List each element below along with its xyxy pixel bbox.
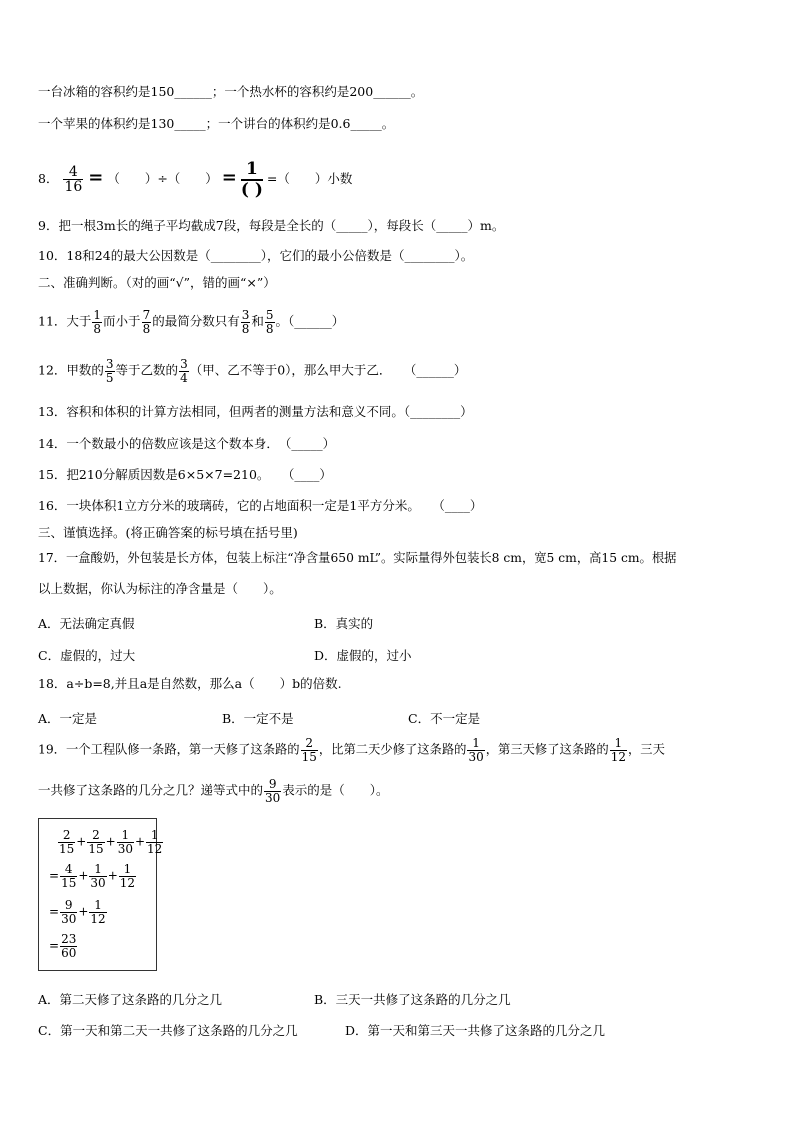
calc-frac (117, 829, 134, 855)
q12-text-2: 等于乙数的 (115, 362, 179, 378)
calc-frac (58, 829, 75, 855)
q8-fraction (63, 165, 83, 195)
plus-sign: + (134, 834, 146, 849)
plus-sign: + (76, 834, 87, 849)
question-8 (38, 160, 352, 199)
calc-frac (60, 933, 77, 959)
fill-in-line-volume-1: 一台冰箱的容积约是150______；一个热水杯的容积约是200______。 (38, 84, 424, 99)
calc-den: 15 (88, 841, 104, 856)
calc-frac (146, 829, 163, 855)
calc-frac (87, 829, 104, 855)
q11-frac-4 (265, 309, 275, 335)
calc-den: 30 (61, 911, 77, 926)
q17-option-b[interactable]: B．真实的 (314, 616, 374, 631)
q11-f2-den: 8 (142, 321, 151, 336)
plus-sign: + (78, 904, 89, 919)
q19-f3-den: 12 (610, 749, 626, 764)
q11-text: 11．大于 (38, 313, 92, 329)
q11-f1-num: 1 (93, 308, 102, 322)
question-19-line-2 (38, 778, 389, 804)
calc-den: 12 (147, 841, 163, 856)
q11-tail: 。（______） (275, 313, 345, 329)
q11-frac-3 (241, 309, 251, 335)
question-17-line-1: 17．一盒酸奶，外包装是长方体，包装上标注“净含量650 mL”。实际量得外包装长8 cm，宽5 cm，高15 cm。根据 (38, 551, 677, 565)
q8-unit-fraction (241, 160, 263, 199)
calc-num: 4 (60, 863, 77, 877)
q19-f4-num: 9 (264, 778, 281, 792)
calc-frac (119, 863, 136, 889)
plus-sign: + (78, 868, 89, 883)
calc-frac (60, 899, 77, 925)
question-14: 14．一个数最小的倍数应该是这个数本身． （_____） (38, 436, 336, 451)
q8-tail: =（ ）小数 (266, 171, 353, 187)
calc-num: 1 (119, 863, 136, 877)
plus-sign: + (107, 868, 118, 883)
q19-option-d[interactable]: D．第一天和第三天一共修了这条路的几分之几 (345, 1023, 606, 1038)
q11-f4-num: 5 (265, 308, 274, 322)
calc-row-4 (49, 933, 78, 959)
q12-f1-num: 3 (105, 357, 114, 371)
q11-frac-1 (92, 309, 102, 335)
plus-sign: + (105, 834, 116, 849)
q8-unit-denominator: ( ) (240, 179, 263, 200)
q19-option-b[interactable]: B．三天一共修了这条路的几分之几 (314, 992, 511, 1007)
calc-num: 1 (89, 899, 106, 913)
calc-den: 15 (61, 875, 77, 890)
question-9: 9．把一根3m长的绳子平均截成7段，每段是全长的（_____），每段长（_____）m。 (38, 218, 505, 233)
calc-den: 60 (61, 945, 77, 960)
calc-num: 9 (60, 899, 77, 913)
calc-frac (89, 899, 106, 925)
q11-f4-den: 8 (265, 321, 274, 336)
q8-equals: = (88, 167, 104, 189)
q19-tail: ，三天 (628, 742, 665, 757)
q18-option-b[interactable]: B．一定不是 (222, 711, 294, 726)
calc-den: 12 (119, 875, 136, 890)
question-18: 18．a÷b=8,并且a是自然数，那么a（ ）b的倍数. (38, 676, 342, 691)
q19-line2-tail: 表示的是（ ）。 (282, 782, 389, 798)
q8-frac-numerator: 4 (63, 165, 83, 181)
calc-num: 1 (89, 863, 106, 877)
q19-text-3: ，第三天修了这条路的 (485, 742, 609, 757)
q8-unit-numerator: 1 (241, 160, 263, 181)
q19-frac-4 (264, 778, 281, 804)
calc-den: 30 (90, 875, 106, 890)
calc-row-2 (49, 863, 137, 889)
q19-text: 19．一个工程队修一条路，第一天修了这条路的 (38, 742, 300, 757)
q12-frac-1 (105, 358, 115, 384)
equals-sign: = (49, 868, 60, 883)
q19-f2-den: 30 (468, 749, 484, 764)
q11-frac-2 (142, 309, 152, 335)
q19-text-2: ，比第二天少修了这条路的 (318, 742, 467, 757)
q18-option-c[interactable]: C．不一定是 (408, 711, 481, 726)
calc-frac (89, 863, 106, 889)
q19-option-c[interactable]: C．第一天和第二天一共修了这条路的几分之几 (38, 1023, 298, 1038)
question-12 (38, 358, 466, 384)
equals-sign: = (49, 938, 60, 953)
q12-f2-den: 4 (180, 370, 188, 385)
q11-and: 和 (251, 313, 264, 329)
calc-frac (60, 863, 77, 889)
q8-frac-denominator: 16 (64, 179, 83, 196)
q8-equals-2: = (221, 167, 237, 189)
section-2-heading: 二、准确判断。（对的画“√”，错的画“×”） (38, 275, 276, 290)
q11-text-3: 的最简分数只有 (152, 313, 240, 329)
calc-num: 1 (146, 829, 163, 843)
q19-f1-num: 2 (301, 737, 318, 751)
fill-in-line-volume-2: 一个苹果的体积约是130_____；一个讲台的体积约是0.6_____。 (38, 116, 395, 131)
calc-num: 2 (58, 829, 75, 843)
question-16: 16．一块体积1立方分米的玻璃砖，它的占地面积一定是1平方分米。 （____） (38, 498, 483, 513)
q11-f2-num: 7 (142, 308, 151, 322)
q19-frac-1 (301, 737, 318, 763)
question-11 (38, 309, 344, 335)
calculation-box (38, 818, 163, 971)
q19-f4-den: 30 (265, 790, 281, 805)
question-17-line-2: 以上数据，你认为标注的净含量是（ ）。 (38, 581, 282, 596)
calc-row-1 (57, 829, 164, 855)
question-10: 10．18和24的最大公因数是（________），它们的最小公倍数是（________）。 (38, 248, 474, 263)
q11-f1-den: 8 (93, 321, 102, 336)
q12-f1-den: 5 (105, 370, 114, 385)
q11-f3-num: 3 (241, 308, 250, 322)
question-19-line-1 (38, 737, 665, 763)
calc-num: 2 (87, 829, 104, 843)
q12-text: 12．甲数的 (38, 362, 104, 378)
q11-f3-den: 8 (241, 321, 250, 336)
q19-f2-num: 1 (467, 737, 484, 751)
q12-f2-num: 3 (180, 357, 188, 371)
q19-option-a[interactable]: A．第二天修了这条路的几分之几 (38, 992, 223, 1007)
q19-f3-num: 1 (610, 737, 627, 751)
section-3-heading: 三、谨慎选择。(将正确答案的标号填在括号里) (38, 525, 298, 540)
calc-den: 12 (90, 911, 106, 926)
q19-f1-den: 15 (301, 749, 317, 764)
calc-num: 23 (61, 932, 77, 946)
q17-option-a[interactable]: A．无法确定真假 (38, 616, 135, 631)
q12-frac-2 (179, 358, 189, 384)
calc-num: 1 (117, 829, 134, 843)
q11-text-2: 而小于 (103, 313, 141, 329)
q19-frac-2 (467, 737, 484, 763)
q17-option-d[interactable]: D．虚假的，过小 (314, 648, 412, 663)
equals-sign: = (49, 904, 60, 919)
calc-den: 15 (59, 841, 75, 856)
question-13: 13．容积和体积的计算方法相同，但两者的测量方法和意义不同。（________） (38, 404, 473, 419)
q19-frac-3 (610, 737, 627, 763)
calc-den: 30 (117, 841, 133, 856)
q8-number: 8． (38, 171, 59, 187)
calc-row-3 (49, 899, 108, 925)
q8-division-blank: （ ）÷（ ） (107, 171, 218, 187)
question-15: 15．把210分解质因数是6×5×7=210。 （____） (38, 467, 332, 482)
q18-option-a[interactable]: A．一定是 (38, 711, 98, 726)
q12-tail: （甲、乙不等于0），那么甲大于乙． （______） (189, 362, 467, 378)
q17-option-c[interactable]: C．虚假的，过大 (38, 648, 136, 663)
q19-line2-text: 一共修了这条路的几分之几？递等式中的 (38, 782, 264, 798)
